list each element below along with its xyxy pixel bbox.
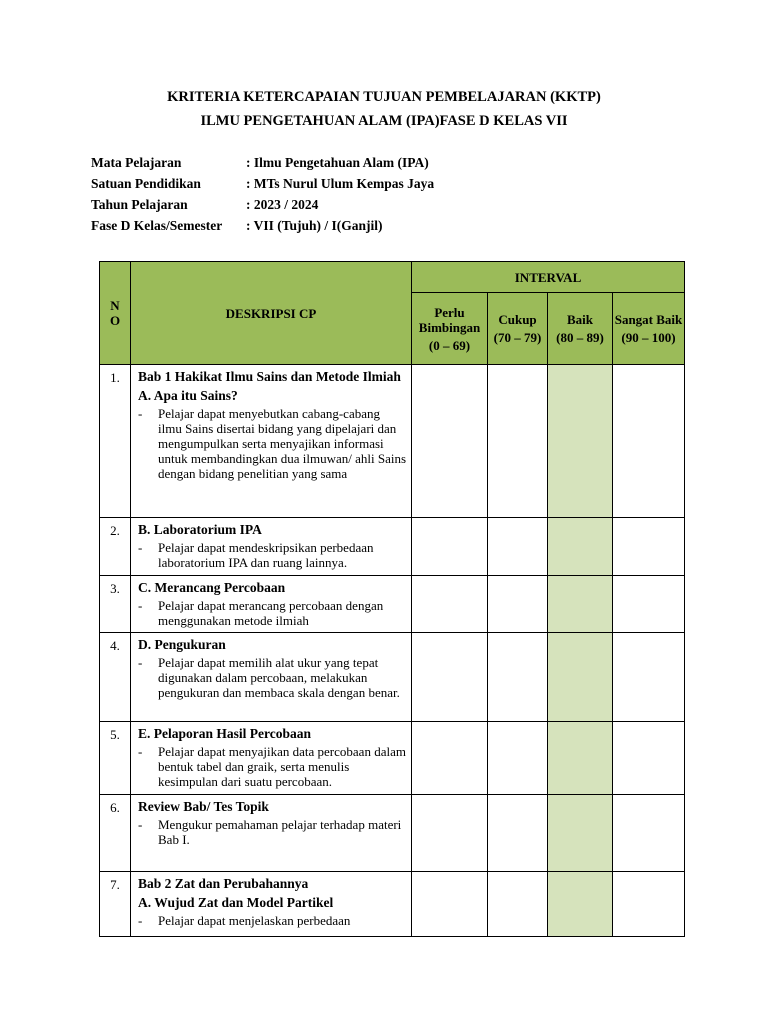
table-row <box>100 365 685 518</box>
table-row <box>100 872 685 937</box>
cell-sangat-baik <box>613 722 685 795</box>
row-number: 7. <box>100 872 131 937</box>
cell-perlu-bimbingan <box>412 633 488 722</box>
cell-baik <box>548 795 613 872</box>
cell-sangat-baik <box>613 518 685 576</box>
row-heading: Review Bab/ Tes Topik <box>138 799 269 814</box>
cell-perlu-bimbingan <box>412 365 488 518</box>
row-number: 2. <box>100 518 131 576</box>
cell-perlu-bimbingan <box>412 518 488 576</box>
cell-perlu-bimbingan <box>412 722 488 795</box>
cell-baik <box>548 872 613 937</box>
row-subheading: A. Wujud Zat dan Model Partikel <box>138 895 334 910</box>
info-value: : VII (Tujuh) / I(Ganjil) <box>246 218 383 233</box>
info-row <box>91 218 434 239</box>
document-subtitle: ILMU PENGETAHUAN ALAM (IPA)FASE D KELAS VII <box>200 113 568 129</box>
list-item: - Pelajar dapat merancang percobaan dengan menggunakan metode ilmiah <box>138 598 384 628</box>
interval-baik: Baik (80 – 89) <box>548 293 613 365</box>
info-label: Satuan Pendidikan <box>91 176 201 191</box>
cell-cukup <box>488 795 548 872</box>
interval-header: INTERVAL <box>412 262 685 293</box>
cell-cukup <box>488 365 548 518</box>
interval-sangat-baik: Sangat Baik (90 – 100) <box>613 293 685 365</box>
row-heading: D. Pengukuran <box>138 637 226 652</box>
table-row <box>100 576 685 633</box>
cell-sangat-baik <box>613 872 685 937</box>
table-row <box>100 518 685 576</box>
document-title: KRITERIA KETERCAPAIAN TUJUAN PEMBELAJARAN (KKTP) <box>167 89 601 105</box>
list-item: - Pelajar dapat menyajikan data percobaan dalam bentuk tabel dan graik, serta menulis kesimpulan dari suatu percobaan. <box>138 744 406 789</box>
cell-cukup <box>488 722 548 795</box>
info-row <box>91 197 434 218</box>
kktp-table <box>99 261 685 937</box>
info-label: Mata Pelajaran <box>91 155 182 170</box>
cell-cukup <box>488 633 548 722</box>
interval-cukup: Cukup (70 – 79) <box>488 293 548 365</box>
cell-cukup <box>488 518 548 576</box>
cell-baik <box>548 722 613 795</box>
list-item: - Pelajar dapat memilih alat ukur yang tepat digunakan dalam percobaan, melakukan pengukuran dan membaca skala dengan benar. <box>138 655 400 700</box>
cell-sangat-baik <box>613 633 685 722</box>
row-subheading: A. Apa itu Sains? <box>138 388 238 403</box>
row-heading: Bab 1 Hakikat Ilmu Sains dan Metode Ilmiah <box>138 369 401 384</box>
info-label: Tahun Pelajaran <box>91 197 188 212</box>
list-item: - Pelajar dapat menyebutkan cabang-cabang ilmu Sains disertai bidang yang dipelajari dan mengumpulkan serta menyajikan informasi untuk membandingkan dua ilmuwan/ ahli Sains dengan bidang penelitian yang sama <box>138 406 407 481</box>
cell-cukup <box>488 872 548 937</box>
row-description <box>131 872 412 937</box>
info-value: : MTs Nurul Ulum Kempas Jaya <box>246 176 435 191</box>
info-value: : Ilmu Pengetahuan Alam (IPA) <box>246 155 429 170</box>
info-label: Fase D Kelas/Semester <box>91 218 223 233</box>
row-description <box>131 576 412 633</box>
cell-cukup <box>488 576 548 633</box>
cell-baik <box>548 633 613 722</box>
row-number: 1. <box>100 365 131 518</box>
list-item: - Pelajar dapat menjelaskan perbedaan <box>138 913 351 928</box>
row-number: 4. <box>100 633 131 722</box>
table-row <box>100 633 685 722</box>
cell-baik <box>548 518 613 576</box>
cell-sangat-baik <box>613 795 685 872</box>
no-header: N O <box>100 262 131 365</box>
row-description <box>131 722 412 795</box>
row-description <box>131 795 412 872</box>
row-description <box>131 633 412 722</box>
row-heading: E. Pelaporan Hasil Percobaan <box>138 726 312 741</box>
info-value: : 2023 / 2024 <box>246 197 319 212</box>
row-heading: B. Laboratorium IPA <box>138 522 262 537</box>
row-description <box>131 365 412 518</box>
interval-perlu-bimbingan: Perlu Bimbingan (0 – 69) <box>412 293 488 365</box>
info-row <box>91 155 434 176</box>
desc-header: DESKRIPSI CP <box>131 262 412 365</box>
info-block <box>91 155 434 239</box>
cell-baik <box>548 365 613 518</box>
row-number: 3. <box>100 576 131 633</box>
row-number: 6. <box>100 795 131 872</box>
cell-perlu-bimbingan <box>412 795 488 872</box>
list-item: - Mengukur pemahaman pelajar terhadap materi Bab I. <box>138 817 402 847</box>
table-row <box>100 722 685 795</box>
cell-sangat-baik <box>613 576 685 633</box>
row-description <box>131 518 412 576</box>
cell-perlu-bimbingan <box>412 576 488 633</box>
row-heading: Bab 2 Zat dan Perubahannya <box>138 876 309 891</box>
cell-perlu-bimbingan <box>412 872 488 937</box>
cell-sangat-baik <box>613 365 685 518</box>
row-heading: C. Merancang Percobaan <box>138 580 286 595</box>
row-number: 5. <box>100 722 131 795</box>
cell-baik <box>548 576 613 633</box>
table-row <box>100 795 685 872</box>
info-row <box>91 176 434 197</box>
list-item: - Pelajar dapat mendeskripsikan perbedaan laboratorium IPA dan ruang lainnya. <box>138 540 374 570</box>
